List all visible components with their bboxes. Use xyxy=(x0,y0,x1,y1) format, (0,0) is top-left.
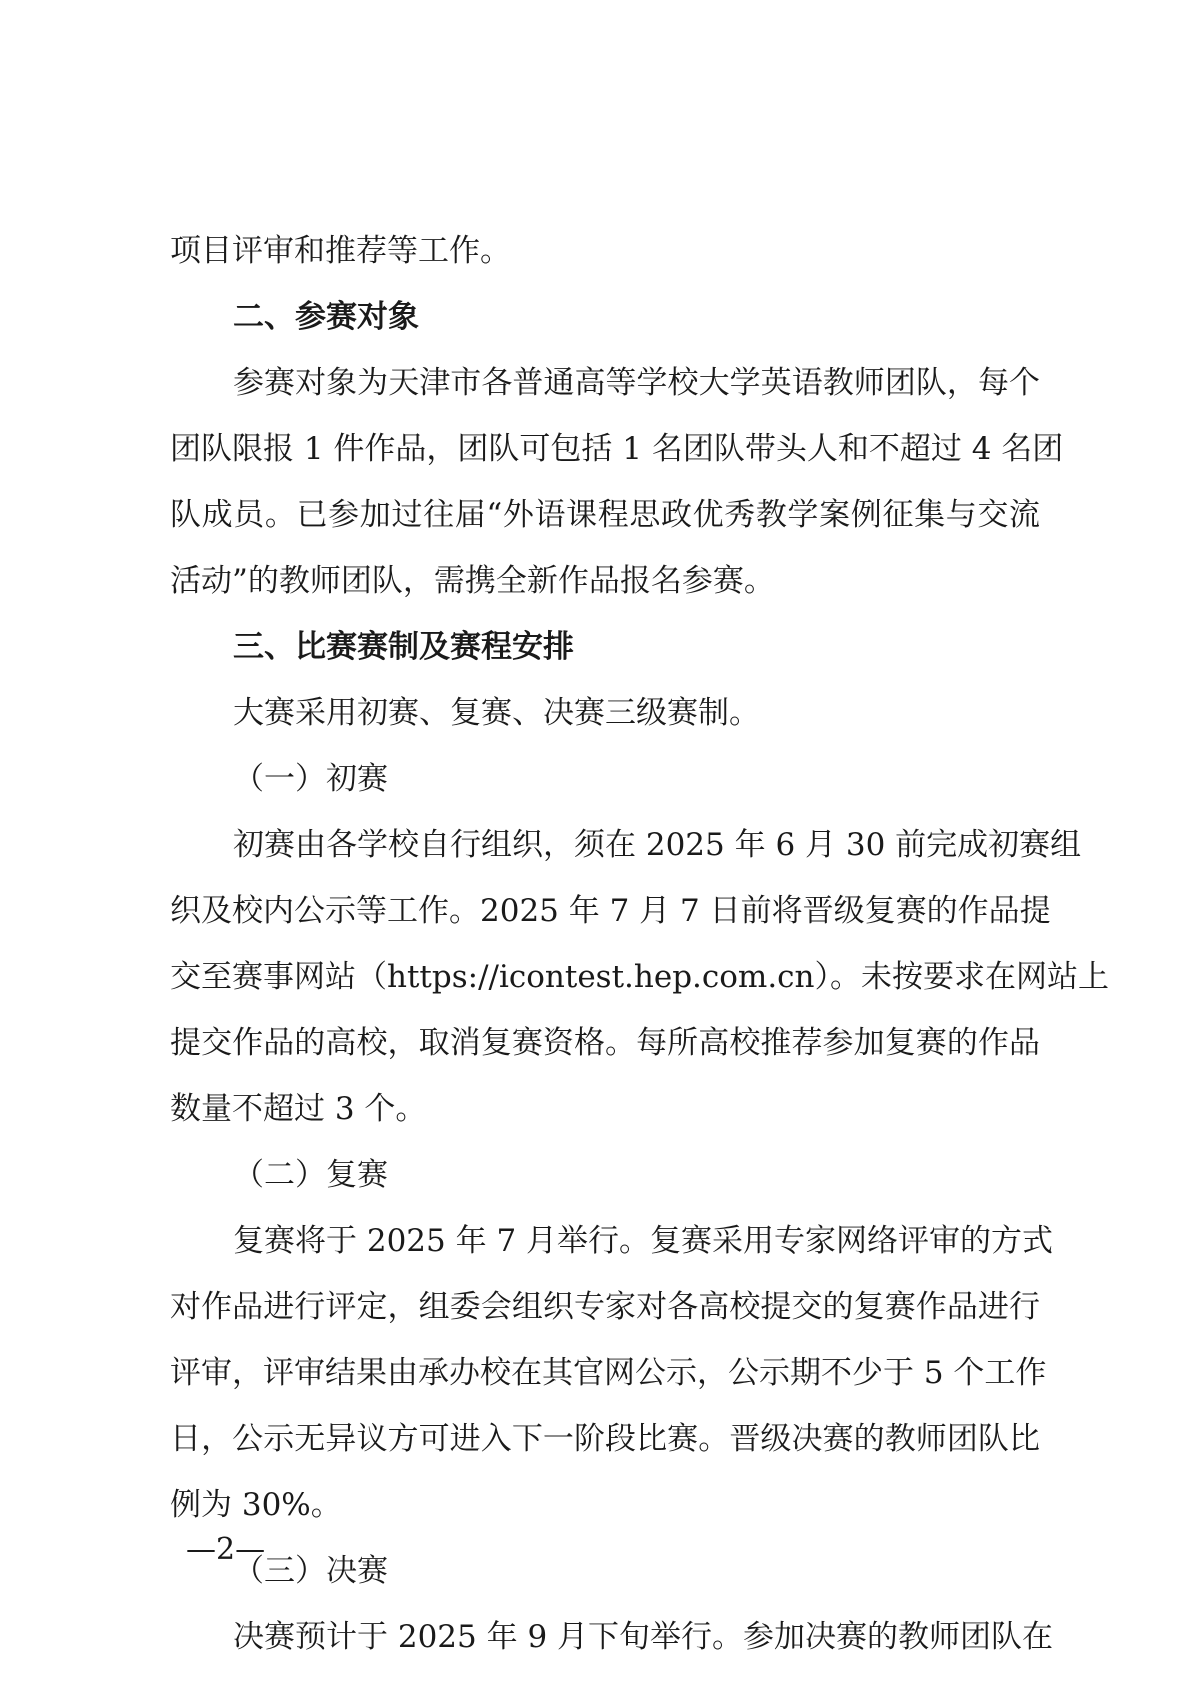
paragraph-line: 提交作品的高校，取消复赛资格。每所高校推荐参加复赛的作品 xyxy=(170,1025,1040,1061)
paragraph-line: 交至赛事网站（https://icontest.hep.com.cn）。未按要求在网站上 xyxy=(170,959,1110,995)
paragraph-line: 评审，评审结果由承办校在其官网公示，公示期不少于 5 个工作 xyxy=(170,1355,1047,1391)
paragraph-line: 大赛采用初赛、复赛、决赛三级赛制。 xyxy=(233,695,760,731)
paragraph-line: 参赛对象为天津市各普通高等学校大学英语教师团队，每个 xyxy=(233,365,1040,401)
subsection-heading: （一）初赛 xyxy=(233,761,388,797)
paragraph-line: 团队限报 1 件作品，团队可包括 1 名团队带头人和不超过 4 名团 xyxy=(170,431,1064,467)
paragraph-line: 决赛预计于 2025 年 9 月下旬举行。参加决赛的教师团队在 xyxy=(233,1619,1054,1655)
paragraph-line: 初赛由各学校自行组织，须在 2025 年 6 月 30 前完成初赛组 xyxy=(233,827,1082,863)
paragraph-line: 活动”的教师团队，需携全新作品报名参赛。 xyxy=(170,563,775,599)
section-heading: 三、比赛赛制及赛程安排 xyxy=(233,629,574,665)
page-number: —2— xyxy=(186,1532,266,1567)
section-heading: 二、参赛对象 xyxy=(233,299,419,335)
subsection-heading: （三）决赛 xyxy=(233,1553,388,1589)
subsection-heading: （二）复赛 xyxy=(233,1157,388,1193)
paragraph-line: 数量不超过 3 个。 xyxy=(170,1091,427,1127)
paragraph-line: 例为 30%。 xyxy=(170,1487,342,1523)
paragraph-line: 队成员。已参加过往届“外语课程思政优秀教学案例征集与交流 xyxy=(170,497,1040,533)
document-body xyxy=(170,218,1110,1670)
paragraph-line: 项目评审和推荐等工作。 xyxy=(170,233,511,269)
paragraph-line: 日，公示无异议方可进入下一阶段比赛。晋级决赛的教师团队比 xyxy=(170,1421,1040,1457)
paragraph-line: 对作品进行评定，组委会组织专家对各高校提交的复赛作品进行 xyxy=(170,1289,1040,1325)
paragraph-line: 织及校内公示等工作。2025 年 7 月 7 日前将晋级复赛的作品提 xyxy=(170,893,1051,929)
paragraph-line: 复赛将于 2025 年 7 月举行。复赛采用专家网络评审的方式 xyxy=(233,1223,1054,1259)
